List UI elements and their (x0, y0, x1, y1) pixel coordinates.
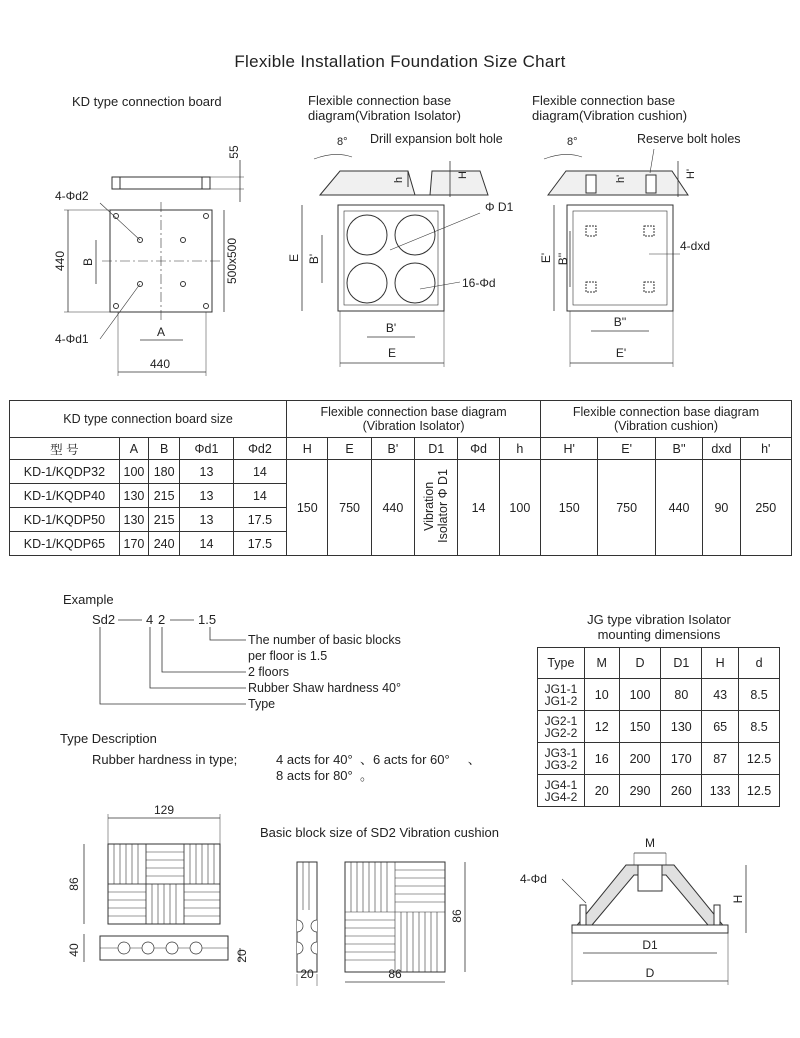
cell-type-1: JG3-1 (544, 745, 578, 760)
cell-type (538, 743, 585, 775)
cell-D1-line2: Isolator Φ D1 (436, 469, 451, 543)
cell-hp: 250 (740, 460, 791, 556)
code-2: 2 (158, 612, 166, 627)
cell-B: 215 (149, 508, 180, 532)
cell-H: 65 (702, 711, 739, 743)
label-4-d2: 4-Φd2 (55, 189, 89, 203)
dim-40: 40 (67, 943, 81, 957)
cell-type-1: JG4-1 (544, 777, 578, 792)
example-code-diagram (86, 610, 446, 720)
cell-type-2: JG3-2 (544, 757, 578, 772)
spec-group-isolator (287, 401, 541, 438)
cell-type-2: JG4-2 (544, 789, 578, 804)
note-blocks-2: per floor is 1.5 (248, 649, 328, 663)
spec-header: H (287, 438, 328, 460)
cell-M: 10 (584, 679, 619, 711)
cell-D1-line1: Vibration (422, 481, 437, 531)
cushion-caption (532, 93, 687, 123)
jg-header: M (584, 648, 619, 679)
cell-type-2: JG2-2 (544, 725, 578, 740)
cush-reserve-label: Reserve bolt holes (637, 132, 741, 146)
cell-type-2: JG1-2 (544, 693, 578, 708)
dim-A: A (156, 325, 166, 339)
cell-d1: 13 (180, 460, 233, 484)
cell-H: 87 (702, 743, 739, 775)
jg-table (537, 647, 780, 807)
jg-header: D1 (661, 648, 702, 679)
cell-type (538, 679, 585, 711)
iso-E-bottom: E (387, 346, 397, 360)
spec-header: E (328, 438, 371, 460)
spec-header: Φd (458, 438, 499, 460)
jg-D1: D1 (642, 938, 658, 952)
cell-D1: 130 (661, 711, 702, 743)
iso-angle: 8° (337, 136, 348, 148)
cush-Ep-bottom: E' (615, 346, 627, 360)
isolator-base-drawing (280, 125, 540, 370)
dim-20-right: 20 (235, 949, 249, 963)
cell-h: 100 (499, 460, 540, 556)
cell-B: 215 (149, 484, 180, 508)
cell-d: 8.5 (739, 679, 780, 711)
code-1-5: 1.5 (198, 612, 217, 627)
cell-D1-text (422, 469, 450, 543)
note-type: Type (248, 697, 276, 711)
jg-M: M (645, 836, 655, 850)
cell-D: 290 (619, 775, 661, 807)
spec-header: Φd2 (233, 438, 286, 460)
cell-model: KD-1/KQDP40 (10, 484, 120, 508)
cell-d: 12.5 (739, 775, 780, 807)
page-title: Flexible Installation Foundation Size Chart (234, 52, 566, 71)
spec-group-kd: KD type connection board size (10, 401, 287, 438)
jg-caption-line2: mounting dimensions (597, 627, 721, 642)
cell-H: 43 (702, 679, 739, 711)
cell-D1: 170 (661, 743, 702, 775)
spec-header: A (119, 438, 148, 460)
spec-group-cushion (541, 401, 792, 438)
cell-B: 180 (149, 460, 180, 484)
jg-table-caption (528, 612, 790, 642)
isolator-caption-line1: Flexible connection base (308, 93, 452, 108)
cell-d2: 17.5 (233, 508, 286, 532)
jg-header: Type (538, 648, 585, 679)
cell-A: 130 (119, 484, 148, 508)
jg-D: D (645, 966, 655, 980)
cell-D1 (415, 460, 458, 556)
table-row (538, 775, 780, 807)
cell-D: 100 (619, 679, 661, 711)
cush-Hp: H' (685, 168, 697, 179)
cell-Ep: 750 (598, 460, 655, 556)
table-row (10, 460, 792, 484)
block-caption: Basic block size of SD2 Vibration cushion (260, 825, 499, 840)
spec-header: E' (598, 438, 655, 460)
spec-header: Φd1 (180, 438, 233, 460)
cell-d: 12.5 (739, 743, 780, 775)
cell-A: 170 (119, 532, 148, 556)
dim-86-right: 86 (450, 909, 464, 923)
cell-D: 150 (619, 711, 661, 743)
spec-header: H' (541, 438, 598, 460)
cell-d2: 17.5 (233, 532, 286, 556)
cush-Bpp-bottom: B'' (613, 315, 627, 329)
spec-header: B (149, 438, 180, 460)
cell-d1: 13 (180, 508, 233, 532)
block-top-drawing (60, 800, 260, 1000)
code-sd2: Sd2 (92, 612, 116, 627)
cell-type (538, 711, 585, 743)
cell-Hp: 150 (541, 460, 598, 556)
jg-H: H (731, 894, 745, 904)
cell-H: 150 (287, 460, 328, 556)
spec-table (9, 400, 792, 556)
spec-header: D1 (415, 438, 458, 460)
type-description-lead: Rubber hardness in type; (92, 752, 238, 767)
type-description-line1: 4 acts for 40° 、6 acts for 60° 、 (276, 752, 481, 767)
table-row (538, 711, 780, 743)
dim-129: 129 (153, 803, 175, 817)
type-description-heading: Type Description (60, 731, 157, 746)
cell-B: 240 (149, 532, 180, 556)
cell-M: 20 (584, 775, 619, 807)
cell-dxd: 90 (703, 460, 740, 556)
cush-hp: h' (615, 174, 627, 183)
type-description-line2: 8 acts for 80° 。 (276, 768, 373, 783)
block-side-drawing (285, 850, 485, 990)
note-rubber: Rubber Shaw hardness 40° (248, 681, 402, 695)
kd-board-caption: KD type connection board (72, 94, 222, 109)
spec-group-isolator-line1: Flexible connection base diagram (320, 405, 507, 419)
kd-board-drawing (0, 120, 270, 390)
cell-D: 200 (619, 743, 661, 775)
label-4-d1: 4-Φd1 (55, 332, 89, 346)
iso-16-d: 16-Φd (462, 276, 496, 290)
table-row (538, 679, 780, 711)
dim-500x500: 500x500 (225, 237, 239, 285)
cell-d: 14 (458, 460, 499, 556)
example-heading: Example (63, 592, 114, 607)
iso-D1: Φ D1 (485, 200, 514, 214)
dim-55: 55 (227, 145, 241, 159)
cell-H: 133 (702, 775, 739, 807)
cell-Bp: 440 (371, 460, 414, 556)
iso-Bp-bottom: B' (385, 321, 397, 335)
iso-H: H (457, 171, 469, 179)
cush-angle: 8° (567, 136, 578, 148)
dim-86-left: 86 (67, 877, 81, 891)
cell-d2: 14 (233, 484, 286, 508)
cush-4-dxd: 4-dxd (680, 239, 711, 253)
jg-header: H (702, 648, 739, 679)
cell-type (538, 775, 585, 807)
cell-d1: 14 (180, 532, 233, 556)
iso-h: h (393, 176, 405, 183)
cell-M: 12 (584, 711, 619, 743)
dim-B: B (81, 257, 95, 267)
cell-E: 750 (328, 460, 371, 556)
cush-Bpp-side: B'' (556, 252, 570, 266)
dim-20-bottom: 20 (300, 967, 314, 981)
dim-86-bottom: 86 (388, 967, 402, 981)
note-floors: 2 floors (248, 665, 289, 679)
iso-Bp-side: B' (307, 253, 321, 265)
jg-header: D (619, 648, 661, 679)
dim-440-bottom: 440 (149, 357, 171, 371)
cell-D1: 260 (661, 775, 702, 807)
iso-drill-label: Drill expansion bolt hole (370, 132, 503, 146)
spec-header: 型 号 (10, 438, 120, 460)
jg-isolator-drawing (510, 835, 770, 995)
table-row (538, 743, 780, 775)
cell-d1: 13 (180, 484, 233, 508)
cell-type-1: JG2-1 (544, 713, 578, 728)
spec-header: B'' (655, 438, 702, 460)
iso-E-side: E (287, 253, 301, 263)
cell-type-1: JG1-1 (544, 681, 578, 696)
isolator-caption (308, 93, 461, 123)
cell-A: 100 (119, 460, 148, 484)
cell-model: KD-1/KQDP50 (10, 508, 120, 532)
spec-header: h (499, 438, 540, 460)
cell-model: KD-1/KQDP65 (10, 532, 120, 556)
cell-M: 16 (584, 743, 619, 775)
isolator-caption-line2: diagram(Vibration Isolator) (308, 108, 461, 123)
cell-Bpp: 440 (655, 460, 702, 556)
code-4: 4 (146, 612, 154, 627)
spec-group-cushion-line1: Flexible connection base diagram (572, 405, 760, 419)
note-blocks-1: The number of basic blocks (248, 633, 401, 647)
spec-header: h' (740, 438, 791, 460)
cell-D1: 80 (661, 679, 702, 711)
spec-group-cushion-line2: (Vibration cushion) (614, 419, 718, 433)
cush-Ep-side: E' (539, 252, 553, 264)
cushion-base-drawing (530, 125, 800, 375)
cell-model: KD-1/KQDP32 (10, 460, 120, 484)
jg-4-d: 4-Φd (520, 872, 547, 886)
cell-d2: 14 (233, 460, 286, 484)
cell-d: 8.5 (739, 711, 780, 743)
jg-caption-line1: JG type vibration Isolator (587, 612, 731, 627)
spec-group-isolator-line2: (Vibration Isolator) (362, 419, 465, 433)
dim-440-left: 440 (53, 250, 67, 272)
spec-header: B' (371, 438, 414, 460)
cell-A: 130 (119, 508, 148, 532)
cushion-caption-line2: diagram(Vibration cushion) (532, 108, 688, 123)
cushion-caption-line1: Flexible connection base (532, 93, 676, 108)
spec-header: dxd (703, 438, 740, 460)
jg-header: d (739, 648, 780, 679)
